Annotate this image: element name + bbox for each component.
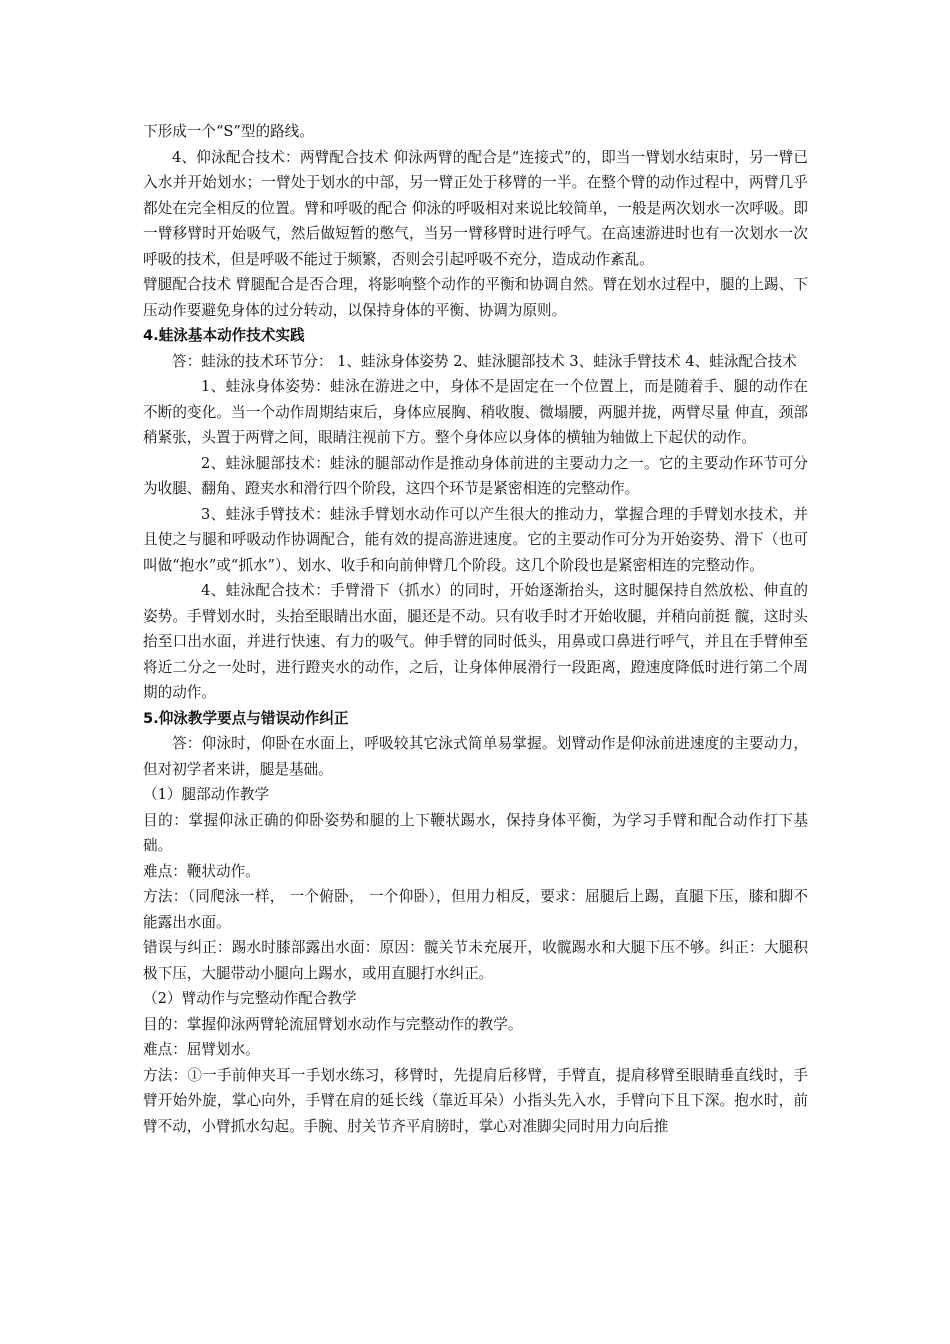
paragraph-coordination-technique: 4、蛙泳配合技术：手臂滑下（抓水）的同时，开始逐渐抬头，这时腿保持自然放松、伸直的姿势。手臂划水时，头抬至眼睛出水面，腿还是不动。只有收手时才开始收腿，并稍向前挺 髋，这时头抬至口出水面，并进行快速、有力的吸气。伸手臂的同时低头，用鼻或口鼻进行呼气，并且在手臂伸至将近二分之一处时，进行蹬夹水的动作，之后，让身体伸展滑行一段距离，蹬速度降低时进行第二个周期的动作。: [143, 582, 808, 701]
paragraph: 下形成一个“S”型的路线。: [143, 123, 314, 140]
section-heading-backstroke-teaching: 5.仰泳教学要点与错误动作纠正: [143, 709, 349, 727]
paragraph-arm-leg-coordination: 臂腿配合技术 臂腿配合是否合理，将影响整个动作的平衡和协调自然。臂在划水过程中，腿的上踢、下压动作要避免身体的过分转动，以保持身体的平衡、协调为原则。: [143, 276, 808, 319]
section-heading-breaststroke: 4.蛙泳基本动作技术实践: [143, 327, 305, 344]
paragraph-difficulty: 难点：鞭状动作。: [143, 862, 260, 880]
subheading-leg-teaching: （1）腿部动作教学: [143, 786, 270, 803]
paragraph-answer-breaststroke: 答：蛙泳的技术环节分： 1、蛙泳身体姿势 2、蛙泳腿部技术 3、蛙泳手臂技术 4、蛙泳配合技术: [172, 352, 797, 370]
paragraph-purpose-arm: 目的：掌握仰泳两臂轮流屈臂划水动作与完整动作的教学。: [143, 1015, 523, 1033]
paragraph-difficulty-arm: 难点：屈臂划水。: [143, 1041, 260, 1058]
paragraph-leg-technique: 2、蛙泳腿部技术：蛙泳的腿部动作是推动身体前进的主要动力之一。它的主要动作环节可分为收腿、翻角、蹬夹水和滑行四个阶段，这四个环节是紧密相连的完整动作。: [143, 454, 808, 497]
paragraph-error-correction: 错误与纠正：踢水时膝部露出水面：原因：髋关节未充展开，收髋踢水和大腿下压不够。纠正：大腿积极下压，大腿带动小腿向上踢水，或用直腿打水纠正。: [143, 939, 808, 982]
paragraph-backstroke-coordination: 4、仰泳配合技术：两臂配合技术 仰泳两臂的配合是“连接式”的，即当一臂划水结束时，另一臂已入水并开始划水；一臂处于划水的中部，另一臂正处于移臂的一半。在整个臂的动作过程中，两臂几乎都处在完全相反的位置。臂和呼吸的配合 仰泳的呼吸相对来说比较简单，一般是两次划水一次呼吸。即一臂移臂时开始吸气，然后做短暂的憋气，当另一臂移臂时进行呼气。在高速游进时也有一次划水一次呼吸的技术，但是呼吸不能过于频繁，否则会引起呼吸不充分，造成动作紊乱。: [143, 148, 808, 268]
paragraph-arm-technique: 3、蛙泳手臂技术：蛙泳手臂划水动作可以产生很大的推动力，掌握合理的手臂划水技术，并且使之与腿和呼吸动作协调配合，能有效的提高游进速度。它的主要动作可分为开始姿势、滑下（也可叫做“抱水”或“抓水”）、划水、收手和向前伸臂几个阶段。这几个阶段也是紧密相连的完整动作。: [143, 505, 808, 574]
paragraph-body-position: 1、蛙泳身体姿势：蛙泳在游进之中，身体不是固定在一个位置上，而是随着手、腿的动作在不断的变化。当一个动作周期结束后，身体应展胸、稍收腹、微塌腰，两腿并拢，两臂尽量 伸直，颈部稍紧张，头置于两臂之间，眼睛注视前下方。整个身体应以身体的横轴为轴做上下起伏的动作。: [143, 378, 808, 446]
paragraph-method-arm: 方法：①一手前伸夹耳一手划水练习，移臂时，先提肩后移臂，手臂直，提肩移臂至眼睛垂直线时，手臂开始外旋，掌心向外，手臂在肩的延长线（靠近耳朵）小指头先入水，手臂向下且下深。抱水时，前臂不动，小臂抓水勾起。手腕、肘关节齐平肩膀时，掌心对准脚尖同时用力向后推: [143, 1066, 808, 1135]
document-body: [143, 119, 808, 1139]
subheading-arm-teaching: （2）臂动作与完整动作配合教学: [143, 990, 357, 1007]
paragraph-answer-backstroke: 答：仰泳时，仰卧在水面上，呼吸较其它泳式简单易掌握。划臂动作是仰泳前进速度的主要动力，但对初学者来讲，腿是基础。: [143, 735, 808, 778]
paragraph-purpose: 目的：掌握仰泳正确的仰卧姿势和腿的上下鞭状踢水，保持身体平衡，为学习手臂和配合动作打下基础。: [143, 811, 808, 854]
paragraph-method: 方法：（同爬泳一样， 一个俯卧， 一个仰卧），但用力相反，要求：屈腿后上踢，直腿下压，膝和脚不能露出水面。: [143, 888, 808, 931]
